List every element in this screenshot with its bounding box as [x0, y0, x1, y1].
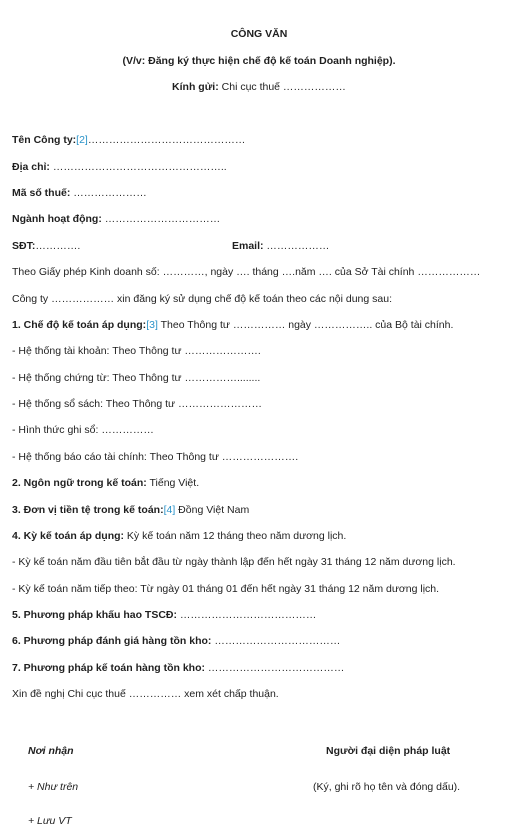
recipient-item: + Như trên [28, 781, 79, 793]
document-title: CÔNG VĂN [230, 28, 288, 40]
closing-line: Xin đề nghị Chi cục thuế …………… xem xét chấp thuận. [12, 688, 279, 700]
section-4-label: 4. Kỳ kế toán áp dụng: [12, 530, 125, 542]
section-3-text: Đồng Việt Nam [175, 504, 250, 516]
section-5-label: 5. Phương pháp khấu hao TSCĐ: [12, 609, 177, 621]
section-1-item: - Hệ thống tài khoản: Theo Thông tư …………………. [12, 345, 261, 357]
section-3-label: 3. Đơn vị tiền tệ trong kế toán: [12, 504, 164, 516]
section-5-dots: ………………………………… [177, 609, 317, 621]
address-label: Địa chỉ: [12, 161, 50, 173]
signer-note: (Ký, ghi rõ họ tên và đóng dấu). [313, 781, 461, 793]
license-line: Theo Giấy phép Kinh doanh số: …………, ngày …. tháng ….năm …. của Sở Tài chính ……………… [12, 266, 481, 278]
address-line [12, 160, 227, 174]
section-6-label: 6. Phương pháp đánh giá hàng tồn kho: [12, 635, 212, 647]
section-1-label: 1. Chế độ kế toán áp dụng: [12, 319, 147, 331]
section-7-label: 7. Phương pháp kế toán hàng tồn kho: [12, 662, 205, 674]
address-dots: ………………………………………….. [49, 161, 227, 173]
phone-label: SĐT: [12, 240, 36, 252]
section-2-line [12, 476, 199, 490]
section-1-text: Theo Thông tư …………… ngày …………….. của Bộ tài chính. [157, 319, 454, 331]
intro-line: Công ty ……………… xin đăng ký sử dụng chế độ kế toán theo các nội dung sau: [12, 293, 392, 305]
tax-code-line [12, 186, 147, 200]
company-name-dots: ……………………………………… [87, 134, 246, 146]
company-name-line [12, 133, 245, 147]
section-7-dots: ………………………………… [204, 662, 345, 674]
phone-dots: …………. [35, 240, 81, 252]
email-dots: ……………… [263, 240, 330, 252]
recipient-item: + Lưu VT [28, 815, 72, 827]
signer-label: Người đại diện pháp luật [326, 745, 451, 757]
section-6-dots: ……………………………… [211, 635, 341, 647]
recipients-label: Nơi nhận [28, 745, 74, 757]
section-1-item: - Hệ thống báo cáo tài chính: Theo Thông tư …………………. [12, 451, 299, 463]
footnote-3-link[interactable]: [3] [146, 319, 158, 331]
section-2-text: Tiếng Việt. [146, 477, 200, 489]
footnote-4-link[interactable]: [4] [163, 504, 176, 516]
footnote-2-link[interactable]: [2] [76, 134, 88, 146]
section-1-item: - Hệ thống chứng từ: Theo Thông tư ……………........ [12, 372, 261, 384]
section-4-item: - Kỳ kế toán năm tiếp theo: Từ ngày 01 tháng 01 đến hết ngày 31 tháng 12 năm dương lịch. [12, 583, 440, 595]
industry-line [12, 212, 220, 226]
email-line [232, 239, 329, 253]
section-2-label: 2. Ngôn ngữ trong kế toán: [12, 477, 147, 489]
section-1-item: - Hình thức ghi sổ: …………… [12, 424, 154, 436]
tax-code-dots: ………………… [70, 187, 147, 199]
industry-label: Ngành hoạt động: [12, 213, 102, 225]
section-7-line [12, 661, 344, 675]
company-name-label: Tên Công ty: [12, 134, 77, 146]
section-4-line [12, 529, 346, 543]
section-6-line [12, 634, 340, 648]
phone-line [12, 239, 80, 253]
email-label: Email: [232, 240, 264, 252]
section-4-text: Kỳ kế toán năm 12 tháng theo năm dương lịch. [124, 530, 347, 542]
tax-code-label: Mã số thuế: [12, 187, 71, 199]
section-1-item: - Hệ thống sổ sách: Theo Thông tư …………………… [12, 398, 262, 410]
section-5-line [12, 608, 316, 622]
recipient-line [0, 80, 518, 94]
section-4-item: - Kỳ kế toán năm đầu tiên bắt đầu từ ngày thành lập đến hết ngày 31 tháng 12 năm dương lịch. [12, 556, 456, 568]
to-value: Chi cục thuế ……………… [218, 81, 346, 93]
section-1-line [12, 318, 453, 332]
industry-dots: …………………………… [101, 213, 221, 225]
section-3-line [12, 503, 249, 517]
to-label: Kính gửi: [172, 81, 219, 93]
document-subject: (V/v: Đăng ký thực hiện chế độ kế toán Doanh nghiệp). [122, 55, 396, 67]
